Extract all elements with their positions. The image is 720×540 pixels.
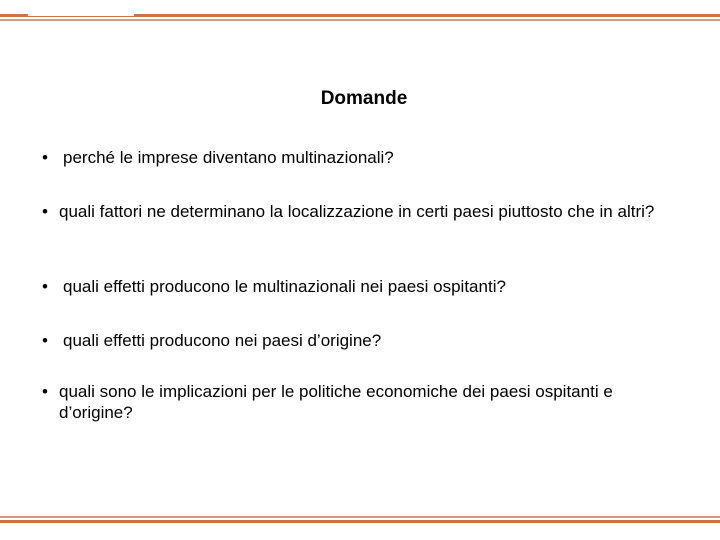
bullet-dot: • [42, 331, 48, 350]
bullet-dot: • [42, 382, 48, 401]
bullet-text: quali effetti producono le multinazionali nei paesi ospitanti? [63, 277, 506, 296]
bullet-text: perché le imprese diventano multinazionali? [63, 148, 394, 167]
bullet-item [42, 330, 682, 351]
bullet-dot: • [42, 277, 48, 296]
bullet-text: quali sono le implicazioni per le politiche economiche dei paesi ospitanti e d’origine? [59, 382, 613, 422]
bullet-item [42, 381, 632, 423]
bullet-text: quali effetti producono nei paesi d’origine? [63, 331, 382, 350]
bullet-dot: • [42, 148, 48, 167]
bullet-item [42, 201, 662, 222]
bullet-dot: • [42, 202, 48, 221]
bullet-text: quali fattori ne determinano la localizzazione in certi paesi piuttosto che in altri? [59, 202, 655, 221]
slide-title [0, 88, 720, 110]
bottom-decorative-rule [0, 516, 720, 524]
slide-title-text: Domande [320, 88, 408, 109]
bullet-item [42, 147, 682, 168]
bullet-item [42, 276, 682, 297]
top-decorative-rule [0, 14, 720, 22]
